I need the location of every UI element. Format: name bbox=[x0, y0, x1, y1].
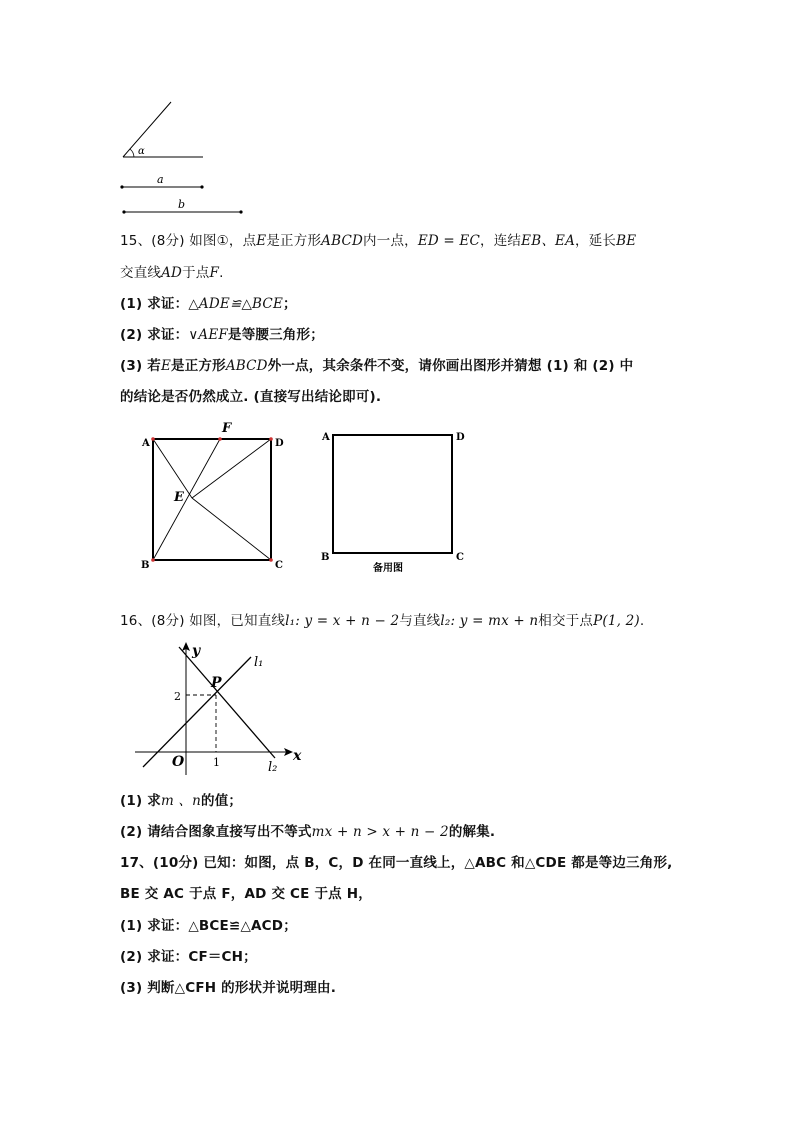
q15-part1: (1) 求证：△ADE≌△BCE； bbox=[120, 296, 297, 312]
point-p-label: P bbox=[211, 675, 222, 691]
label-a: A bbox=[142, 438, 150, 449]
l1-label: l₁ bbox=[254, 655, 264, 670]
square-abcd bbox=[153, 439, 271, 560]
q17-line1: 17、(10分) 已知：如图，点 B，C，D 在同一直线上，△ABC 和△CDE 都是等边三角形, bbox=[120, 855, 673, 871]
l2-label: l₂ bbox=[268, 760, 278, 775]
label-f: F bbox=[222, 421, 232, 436]
q16-part1: (1) 求m 、n的值； bbox=[120, 793, 243, 809]
q15-part3: (3) 若E是正方形ABCD外一点，其余条件不变，请你画出图形并猜想 (1) 和 (2) 中 bbox=[120, 358, 634, 374]
origin-label: O bbox=[172, 754, 185, 770]
top-figure bbox=[110, 95, 250, 220]
segment-a-label: a bbox=[157, 173, 164, 186]
label-e: E bbox=[174, 490, 184, 505]
segment-b-label: b bbox=[178, 198, 186, 211]
q15-line1: 15、(8分) 如图①，点E是正方形ABCD内一点，ED = EC，连结EB、EA，延长BE bbox=[120, 233, 637, 249]
label-d: D bbox=[275, 438, 284, 449]
tick-2-label: 2 bbox=[174, 690, 181, 703]
backup-square bbox=[333, 435, 452, 553]
backup-caption: 备用图 bbox=[373, 563, 403, 574]
q16-line1: 16、(8分) 如图，已知直线l₁: y = x + n − 2与直线l₂: y = mx + n相交于点P(1, 2). bbox=[120, 613, 645, 629]
label-c: C bbox=[275, 560, 283, 571]
angle-alpha-label: α bbox=[138, 146, 145, 157]
q17-line2: BE 交 AC 于点 F，AD 交 CE 于点 H， bbox=[120, 886, 372, 902]
segment-ea bbox=[153, 439, 192, 498]
q15-line2: 交直线AD于点F. bbox=[120, 265, 224, 281]
label-a: A bbox=[322, 432, 330, 443]
x-label: x bbox=[293, 748, 302, 764]
q17-part2: (2) 求证：CF＝CH； bbox=[120, 949, 257, 965]
segment-eb bbox=[153, 439, 220, 560]
segment-ec bbox=[192, 498, 271, 560]
y-label: y bbox=[192, 643, 201, 659]
label-b: B bbox=[321, 552, 330, 563]
tick-1-label: 1 bbox=[213, 756, 220, 769]
label-d: D bbox=[456, 432, 465, 443]
q16-graph bbox=[130, 640, 310, 780]
q15-figure-2 bbox=[318, 420, 478, 580]
q17-part3: (3) 判断△CFH 的形状并说明理由. bbox=[120, 980, 337, 996]
q15-part3-line2: 的结论是否仍然成立. (直接写出结论即可). bbox=[120, 389, 382, 405]
angle-arc bbox=[130, 149, 134, 157]
q16-part2: (2) 请结合图象直接写出不等式mx + n > x + n − 2的解集. bbox=[120, 824, 496, 840]
q15-figure-1 bbox=[138, 418, 298, 588]
q15-part2: (2) 求证：∨AEF是等腰三角形； bbox=[120, 327, 324, 343]
angle-ray bbox=[123, 102, 171, 157]
label-b: B bbox=[141, 560, 150, 571]
q17-part1: (1) 求证：△BCE≌△ACD； bbox=[120, 918, 297, 934]
label-c: C bbox=[456, 552, 464, 563]
